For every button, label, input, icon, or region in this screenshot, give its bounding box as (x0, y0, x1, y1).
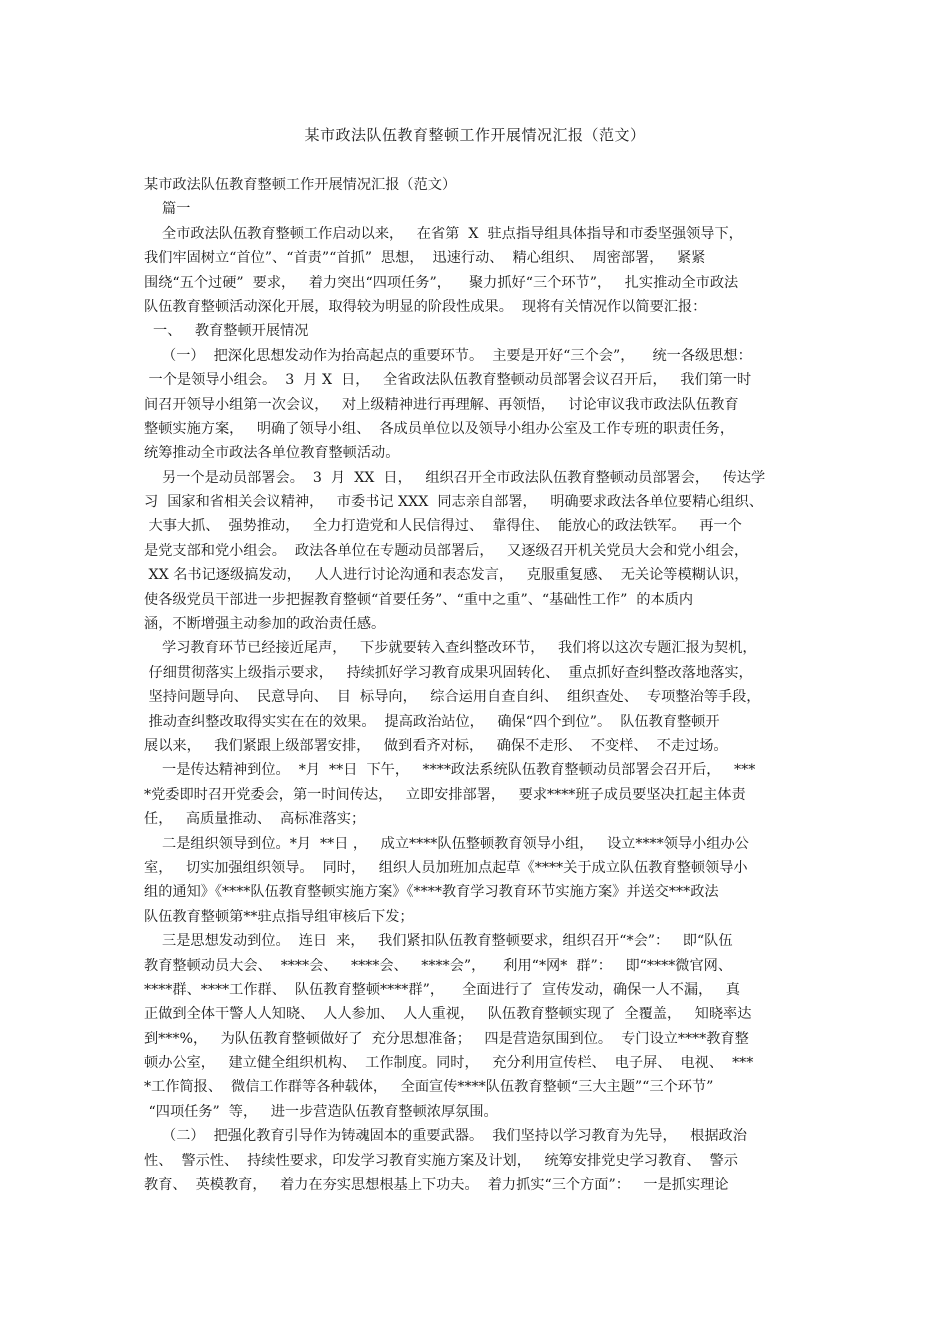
text-line: 间召开领导小组第一次会议， 对上级精神进行再理解、再领悟， 讨论审议我市政法队伍教育 (144, 396, 739, 413)
text-line: 坚持问题导向、 民意导向、 目 标导向， 综合运用自查自纠、 组织查处、 专项整治等手段， (144, 689, 761, 706)
text-line: 队伍教育整顿第**驻点指导组审核后下发； (144, 908, 414, 925)
text-line: 使各级党员干部进一步把握教育整顿“首要任务”、“重中之重”、“基础性工作” 的本质内 (144, 591, 694, 608)
text-line: 篇一 (144, 201, 191, 218)
document-title: 某市政法队伍教育整顿工作开展情况汇报（范文） (304, 126, 646, 144)
text-line: “四项任务” 等， 进一步营造队伍教育整顿浓厚氛围。 (144, 1103, 498, 1120)
text-line: 一、 教育整顿开展情况 (144, 323, 309, 340)
text-line: 顿办公室， 建立健全组织机构、 工作制度。同时， 充分利用宣传栏、 电子屏、 电视、 *** (144, 1055, 754, 1072)
text-line: 围绕“五个过硬” 要求， 着力突出“四项任务”， 聚力抓好“三个环节”， 扎实推动全市政法 (144, 274, 739, 291)
text-line: 队伍教育整顿活动深化开展，取得较为明显的阶段性成果。 现将有关情况作以简要汇报： (144, 298, 707, 315)
text-line: 大事大抓、 强势推动， 全力打造党和人民信得过、 靠得住、 能放心的政法铁军。 再一个 (144, 518, 742, 535)
text-line: 正做到全体干警人人知晓、 人人参加、 人人重视， 队伍教育整顿实现了 全覆盖， 知晓率达 (144, 1006, 752, 1023)
text-line: 展以来， 我们紧跟上级部署安排， 做到看齐对标， 确保不走形、 不变样、 不走过场。 (144, 737, 728, 754)
text-line: 二是组织领导到位。*月 **日 ， 成立****队伍整顿教育领导小组， 设立****领导小组办公 (144, 835, 749, 852)
text-line: 全市政法队伍教育整顿工作启动以来， 在省第 X 驻点指导组具体指导和市委坚强领导下， (144, 225, 743, 242)
text-line: 某市政法队伍教育整顿工作开展情况汇报（范文） (144, 177, 457, 193)
text-line: 仔细贯彻落实上级指示要求， 持续抓好学习教育成果巩固转化、 重点抓好查纠整改落地落实， (144, 664, 753, 681)
text-line: 涵，不断增强主动参加的政治责任感。 (144, 616, 386, 633)
text-line: 教育整顿动员大会、 ****会、 ****会、 ****会”， 利用“*网* 群”： 即“****微官网、 (144, 957, 733, 974)
text-line: ****群、****工作群、 队伍教育整顿****群”， 全面进行了 宣传发动，确保一人不漏， 真 (144, 981, 740, 998)
text-line: 到***%， 为队伍教育整顿做好了 充分思想准备； 四是营造氛围到位。 专门设立****教育整 (144, 1030, 749, 1047)
text-line: 任， 高质量推动、 高标准落实； (144, 811, 366, 828)
text-line: 推动查纠整改取得实实在在的效果。 提高政治站位， 确保“四个到位”。 队伍教育整顿开 (144, 713, 720, 730)
text-line: （二） 把强化教育引导作为铸魂固本的重要武器。 我们坚持以学习教育为先导， 根据政治 (144, 1128, 747, 1145)
text-line: 组的通知》《****队伍教育整顿实施方案》《****教育学习教育环节实施方案》并送交***政法 (144, 884, 719, 901)
text-line: 一个是领导小组会。 3 月 X 日， 全省政法队伍教育整顿动员部署会议召开后， 我们第一时 (144, 372, 752, 389)
text-line: *党委即时召开党委会，第一时间传达， 立即安排部署， 要求****班子成员要坚决扛起主体责 (144, 786, 746, 803)
text-line: 另一个是动员部署会。 3 月 XX 日， 组织召开全市政法队伍教育整顿动员部署会， 传达学 (144, 469, 766, 486)
text-line: 一是传达精神到位。 *月 **日 下午， ****政法系统队伍教育整顿动员部署会召开后， *** (144, 762, 756, 779)
text-line: *工作简报、 微信工作群等各种载体， 全面宣传****队伍教育整顿“三大主题”“三个环节” (144, 1079, 714, 1096)
text-line: 教育、 英模教育， 着力在夯实思想根基上下功夫。 着力抓实“三个方面”： 一是抓实理论 (144, 1177, 729, 1194)
text-line: 室， 切实加强组织领导。 同时， 组织人员加班加点起草《****关于成立队伍教育整顿领导小 (144, 859, 748, 876)
text-line: 我们牢固树立“首位”、“首责”“首抓” 思想， 迅速行动、 精心组织、 周密部署， 紧紧 (144, 250, 706, 267)
text-line: 是党支部和党小组会。 政法各单位在专题动员部署后， 又逐级召开机关党员大会和党小组会， (144, 542, 749, 559)
document-body (144, 173, 824, 1197)
text-line: 统筹推动全市政法各单位教育整顿活动。 (144, 445, 400, 462)
text-line: 性、 警示性、 持续性要求，印发学习教育实施方案及计划， 统筹安排党史学习教育、 警示 (144, 1152, 738, 1169)
text-line: 整顿实施方案， 明确了领导小组、 各成员单位以及领导小组办公室及工作专班的职责任务， (144, 420, 735, 437)
text-line: （一） 把深化思想发动作为抬高起点的重要环节。 主要是开好“三个会”， 统一各级思想： (144, 347, 752, 364)
text-line: XX 名书记逐级搞发动， 人人进行讨论沟通和表态发言， 克服重复感、 无关论等模糊认识， (144, 567, 749, 584)
text-line: 三是思想发动到位。 连日 来， 我们紧扣队伍教育整顿要求，组织召开“*会”： 即“队伍 (144, 933, 733, 950)
text-line: 学习教育环节已经接近尾声， 下步就要转入查纠整改环节， 我们将以这次专题汇报为契机， (144, 640, 757, 657)
text-line: 习 国家和省相关会议精神， 市委书记 XXX 同志亲自部署， 明确要求政法各单位要精心组织、 (144, 494, 764, 511)
